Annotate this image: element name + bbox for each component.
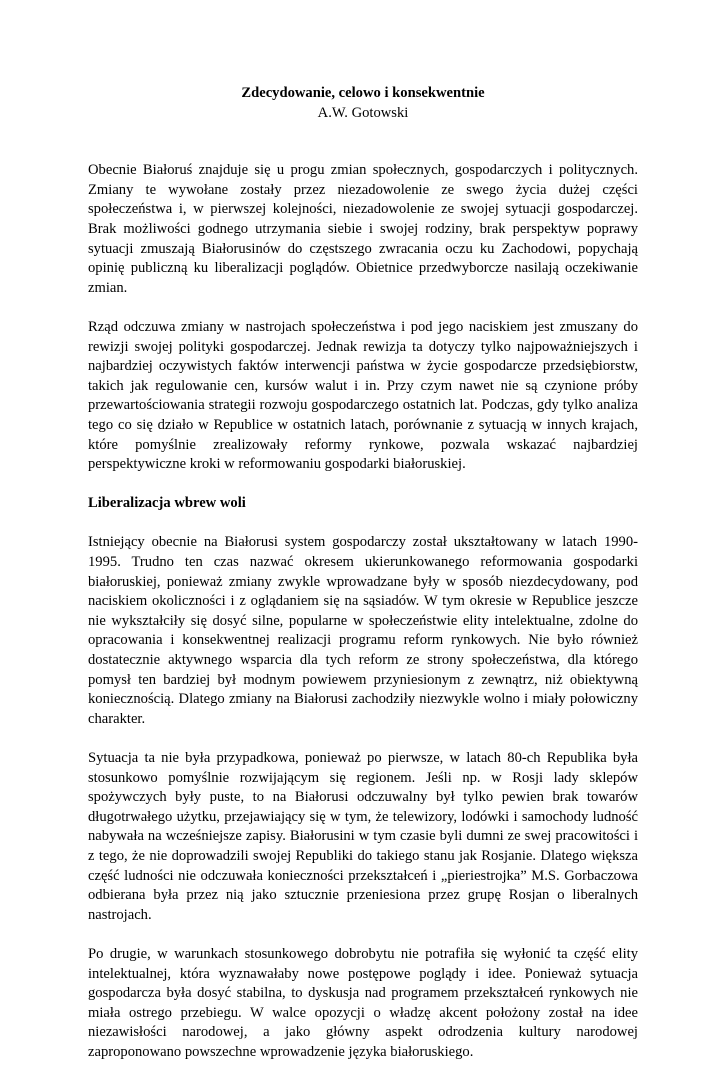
document-page <box>88 84 638 1082</box>
intro-paragraph-2: Rząd odczuwa zmiany w nastrojach społeczeństwa i pod jego naciskiem jest zmuszany do rewizji swojej polityki gospodarczej. Jednak rewizja ta dotyczy tylko najpoważniejszych i najbardziej oczywistych faktów interwencji państwa w życie gospodarcze przedsiębiorstw, takich jak regulowanie cen, kursów walut i in. Przy czym nawet nie są czynione próby przewartościowania strategii rozwoju gospodarczego ostatnich lat. Podczas, gdy tylko analiza tego co się działo w Republice w ostatnich latach, porównanie z sytuacją w innych krajach, które pomyślnie zrealizowały reformy rynkowe, pozwala wskazać najbardziej perspektywiczne kroki w reformowaniu gospodarki białoruskiej. <box>88 318 638 473</box>
section-paragraph-3: Po drugie, w warunkach stosunkowego dobrobytu nie potrafiła się wyłonić ta część elity intelektualnej, która wyznawałaby nowe postępowe poglądy i idee. Ponieważ sytuacja gospodarcza była dosyć stabilna, to dyskusja nad programem przekształceń rynkowych nie miała ostrego przebiegu. W walce opozycji o władzę akcent położony został na idee niezawisłości narodowej, a jako główny aspekt odrodzenia kultury narodowej zaproponowano powszechne wprowadzenie języka białoruskiego. <box>88 945 638 1060</box>
document-title: Zdecydowanie, celowo i konsekwentnie <box>241 85 485 101</box>
document-author: A.W. Gotowski <box>317 104 409 121</box>
section-paragraph-2: Sytuacja ta nie była przypadkowa, ponieważ po pierwsze, w latach 80-ch Republika była stosunkowo pomyślnie rozwijającym się regionem. Jeśli np. w Rosji lady sklepów spożywczych były puste, to na Białorusi odczuwalny był tylko pewien brak towarów długotrwałego użytku, przejawiający się w tym, że telewizory, lodówki i samochody ludność nabywała na wcześniejsze zapisy. Białorusini w tym czasie byli dumni ze swej pracowitości i z tego, że nie doprowadzili swojej Republiki do takiego stanu jak Rosjanie. Dlatego większa część ludności nie odczuwała konieczności przekształceń i „pieriestrojka” M.S. Gorbaczowa odbierana była przez nią jako sztucznie przeniesiona przez grupę Rosjan o liberalnych nastrojach. <box>88 750 638 923</box>
section-heading: Liberalizacja wbrew woli <box>88 495 246 512</box>
section-paragraph-1: Istniejący obecnie na Białorusi system gospodarczy został ukształtowany w latach 1990-1995. Trudno ten czas nazwać okresem ukierunkowanego reformowania gospodarki białoruskiej, ponieważ zmiany zwykle wprowadzane były w sposób niezdecydowany, pod naciskiem okoliczności i z oglądaniem się na sąsiadów. W tym okresie w Republice jeszcze nie wykształciły się dosyć silne, popularne w społeczeństwie elity intelektualne, zdolne do opracowania i konsekwentnej realizacji programu reform rynkowych. Nie było również dostatecznie aktywnego wsparcia dla tych reform ze strony społeczeństwa, dla którego pomysł ten bardziej był modnym powiewem przyniesionym z zewnątrz, niż obiektywną koniecznością. Dlatego zmiany na Białorusi zachodziły niezwykle wolno i miały połowiczny charakter. <box>88 534 638 727</box>
intro-paragraph-1: Obecnie Białoruś znajduje się u progu zmian społecznych, gospodarczych i politycznych. Zmiany te wywołane zostały przez niezadowolenie ze swego życia dużej części społeczeństwa i, w pierwszej kolejności, niezadowolenie ze swojej sytuacji gospodarczej. Brak możliwości godnego utrzymania siebie i swojej rodziny, brak perspektyw poprawy sytuacji zmuszają Białorusinów do częstszego zwracania oczu ku Zachodowi, popychają opinię publiczną ku liberalizacji poglądów. Obietnice przedwyborcze nasilają oczekiwanie zmian. <box>88 162 638 296</box>
